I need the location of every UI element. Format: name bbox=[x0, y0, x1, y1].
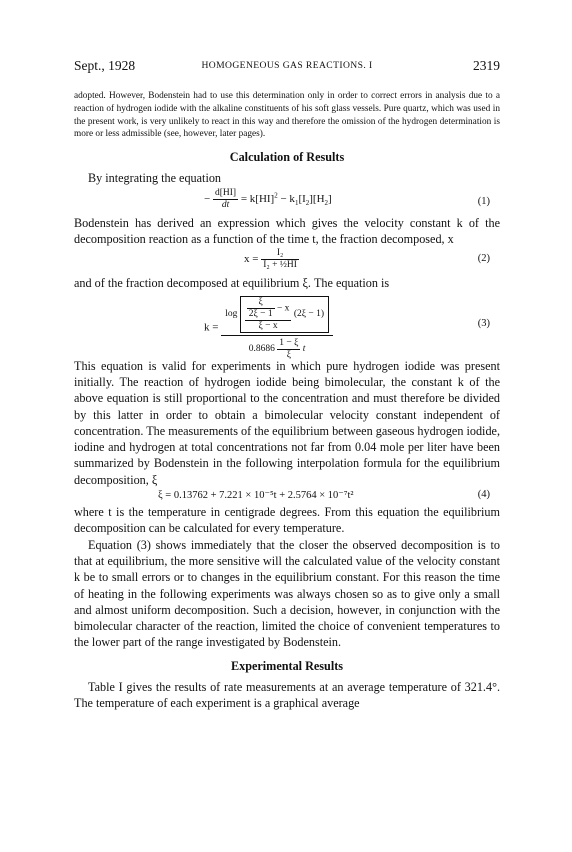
eq3-fraction bbox=[221, 294, 333, 361]
eq1-denominator: dt bbox=[221, 199, 230, 210]
eq3-numerator bbox=[221, 294, 333, 336]
eq2-denominator: I₂ + ½HI bbox=[263, 260, 297, 271]
eq1-number: (1) bbox=[477, 195, 490, 207]
eq3-xi-fraction bbox=[247, 297, 275, 320]
equation-4 bbox=[74, 488, 500, 504]
intro-paragraph: adopted. However, Bodenstein had to use this determination only in order to correct errors in analysis due to a reaction of hydrogen iodide with the alkaline constituents of his soft glass vessels. Pure quartz, which was used in the present work, is very unlikely to react in this way and therefore the omission of the hydrogen determination is more or less admissible (see, however, later pages). bbox=[74, 91, 500, 140]
eq3-2xi-1: 2ξ − 1 bbox=[248, 308, 273, 319]
eq3-xi-minus-x: ξ − x bbox=[258, 320, 278, 331]
header-title: HOMOGENEOUS GAS REACTIONS. I bbox=[201, 60, 373, 71]
eq1-fraction bbox=[213, 188, 238, 211]
eq3-den-den: ξ bbox=[286, 349, 291, 360]
eq2-numerator: I₂ bbox=[261, 248, 299, 260]
paragraph-integrating: By integrating the equation bbox=[88, 171, 222, 186]
eq3-bracket bbox=[240, 296, 329, 333]
equation-1 bbox=[74, 187, 500, 215]
section-heading-experimental: Experimental Results bbox=[230, 658, 344, 673]
equation-2 bbox=[74, 247, 500, 275]
eq3-minus-x: − x bbox=[276, 303, 290, 314]
eq2-number: (2) bbox=[477, 253, 490, 265]
eq3-inner-fraction bbox=[245, 297, 292, 332]
eq3-xi: ξ bbox=[247, 297, 275, 309]
section-heading-calculation: Calculation of Results bbox=[229, 150, 345, 165]
eq3-den-num: 1 − ξ bbox=[279, 337, 299, 348]
eq3-denominator bbox=[221, 336, 333, 361]
paragraph-fraction: and of the fraction decomposed at equilibrium ξ. The equation is bbox=[74, 276, 390, 291]
eq4-number: (4) bbox=[477, 489, 490, 501]
eq4-formula: ξ = 0.13762 + 7.221 × 10⁻⁵t + 2.5764 × 10⁻⁷t² bbox=[158, 490, 354, 502]
eq3-number: (3) bbox=[477, 317, 490, 329]
eq2-fraction bbox=[261, 248, 299, 271]
paragraph-table: Table I gives the results of rate measurements at an average temperature of 321.4°. The temperature of each experiment is a graphical average bbox=[74, 679, 500, 711]
paragraph-valid: This equation is valid for experiments in which pure hydrogen iodide was present initially. The reaction of hydrogen iodide being bimolecular, the constant k of the above equation is still proportional to the concentration and must therefore be divided by this latter in order to obtain a bimolecular velocity constant independent of concentration. The measurements of the equilibrium between gaseous hydrogen iodide, iodine and hydrogen at total concentrations not far from 0.04 mole per liter have been summarized by Bodenstein in the following interpolation formula for the equilibrium decomposition, ξ bbox=[74, 358, 500, 487]
eq3-factor: (2ξ − 1) bbox=[293, 308, 324, 319]
eq3-log: log bbox=[225, 308, 238, 319]
eq1-rhs: = $k[HI]^2 - k_1[I_2][H_2]$ bbox=[240, 191, 332, 207]
eq3-lhs: k = bbox=[204, 321, 219, 334]
paragraph-where: where t is the temperature in centigrade degrees. From this equation the equilibrium decomposition can be calculated for every temperature. bbox=[74, 505, 500, 536]
eq1-numerator: d[HI] bbox=[214, 187, 237, 198]
paragraph-bodenstein: Bodenstein has derived an expression which gives the velocity constant k of the decomposition reaction as a function of the time t, the fraction decomposed, x bbox=[74, 215, 500, 247]
eq3-coef: 0.8686 bbox=[248, 343, 275, 354]
page-number: 2319 bbox=[473, 58, 500, 73]
header-date: Sept., 1928 bbox=[74, 58, 136, 73]
eq1-minus: − bbox=[204, 192, 211, 205]
paragraph-eq3-shows: Equation (3) shows immediately that the closer the observed decomposition is to that at equilibrium, the more sensitive will the calculated value of the velocity constant k be to small errors or to changes in the equilibrium constant. For this reason the time of heating in the following experiments was always chosen so as to give only a small and almost uniform decomposition. Such a decision, however, in conjunction with the bimolecular character of the reaction, limited the choice of convenient temperatures to the lower part of the range investigated by Bodenstein. bbox=[74, 537, 500, 650]
equation-3 bbox=[74, 292, 500, 358]
journal-page bbox=[74, 58, 500, 711]
eq3-t: t bbox=[302, 343, 306, 354]
eq2-lhs: x = bbox=[244, 253, 259, 266]
eq3-inner-num bbox=[245, 297, 292, 321]
eq3-den-fraction bbox=[277, 338, 300, 361]
running-header bbox=[74, 58, 500, 78]
